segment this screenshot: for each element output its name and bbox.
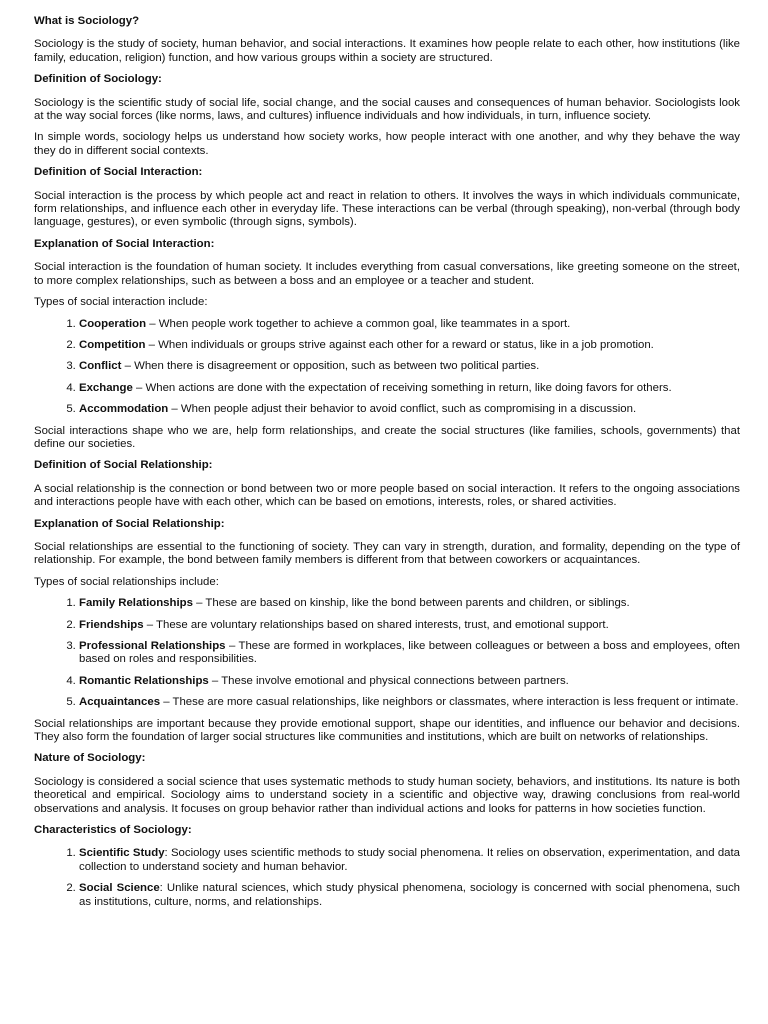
- heading-definition-of-sociology: Definition of Sociology:: [34, 73, 162, 86]
- paragraph: Social relationships are essential to the functioning of society. They can vary in strength, duration, and formality, depending on the type of relationship. For example, the bond between family members is different from that between coworkers or acquaintances.: [34, 540, 740, 567]
- list-item: [79, 382, 740, 395]
- list-item: [79, 339, 740, 352]
- list-item-text: – These are based on kinship, like the bond between parents and children, or siblings.: [192, 597, 630, 610]
- paragraph: Sociology is considered a social science that uses systematic methods to study human society, behaviors, and institutions. Its nature is both theoretical and empirical. Sociology aims to understand society in a scientific and objective way, drawing conclusions from real-world observations and analysis. It focuses on group behavior rather than individual actions and looks for patterns in how societies function.: [34, 775, 740, 815]
- list-item: [79, 675, 740, 688]
- list-item-term: Cooperation: [79, 317, 147, 330]
- social-relationship-types-list: [34, 597, 740, 709]
- list-item-text: – When people adjust their behavior to avoid conflict, such as compromising in a discussion.: [168, 403, 637, 416]
- list-item-term: Family Relationships: [79, 597, 193, 610]
- paragraph: Sociology is the scientific study of social life, social change, and the social causes and consequences of human behavior. Sociologists look at the way social forces (like norms, laws, and cultures) influence individuals and how individuals, in turn, influence society.: [34, 96, 740, 123]
- list-item: [79, 619, 740, 632]
- list-item-text: – When there is disagreement or opposition, such as between two political parties.: [121, 360, 540, 373]
- list-item: [79, 403, 740, 416]
- list-item-term: Romantic Relationships: [79, 674, 209, 687]
- paragraph: In simple words, sociology helps us understand how society works, how people interact with one another, and why they behave the way they do in different social contexts.: [34, 131, 740, 157]
- paragraph: Sociology is the study of society, human behavior, and social interactions. It examines how people relate to each other, how institutions (like family, education, religion) function, and how various groups within a society are structured.: [34, 38, 740, 64]
- list-item-text: – When people work together to achieve a common goal, like teammates in a sport.: [146, 317, 571, 330]
- list-item-text: – These involve emotional and physical connections between partners.: [208, 674, 569, 687]
- list-intro: Types of social interaction include:: [34, 296, 208, 309]
- list-item-term: Conflict: [79, 360, 122, 373]
- list-item-term: Social Science: [79, 882, 160, 895]
- document-page: [34, 15, 740, 909]
- list-item: [79, 318, 740, 331]
- list-intro: Types of social relationships include:: [34, 575, 219, 588]
- list-item-term: Friendships: [79, 618, 144, 631]
- list-item-text: : Sociology uses scientific methods to study social phenomena. It relies on observation, experimentation, and data collection to understand society and human behavior.: [79, 847, 740, 873]
- list-item: [79, 597, 740, 610]
- list-item: [79, 640, 740, 667]
- list-item: [79, 847, 740, 874]
- list-item-term: Accommodation: [79, 403, 169, 416]
- list-item-text: : Unlike natural sciences, which study physical phenomena, sociology is concerned with social phenomena, such as institutions, culture, norms, and relationships.: [79, 882, 740, 908]
- list-item: [79, 882, 740, 909]
- list-item-text: – When actions are done with the expectation of receiving something in return, like doing favors for others.: [132, 381, 672, 394]
- list-item-text: – These are formed in workplaces, like between colleagues or between a boss and employees, often based on roles and responsibilities.: [79, 640, 741, 666]
- heading-characteristics-of-sociology: Characteristics of Sociology:: [34, 824, 192, 837]
- heading-nature-of-sociology: Nature of Sociology:: [34, 752, 146, 765]
- list-item-text: – These are voluntary relationships based on shared interests, trust, and emotional support.: [143, 618, 609, 631]
- list-item-term: Scientific Study: [79, 847, 165, 860]
- list-item: [79, 360, 740, 373]
- list-item-text: – These are more casual relationships, like neighbors or classmates, where interaction is less frequent or intimate.: [160, 696, 739, 709]
- list-item-term: Professional Relationships: [79, 640, 226, 652]
- paragraph: Social relationships are important because they provide emotional support, shape our identities, and influence our behavior and decisions. They also form the foundation of larger social structures like communities and institutions, which are built on networks of relationships.: [34, 717, 740, 744]
- heading-explanation-of-social-interaction: Explanation of Social Interaction:: [34, 237, 215, 250]
- paragraph: Social interactions shape who we are, help form relationships, and create the social structures (like families, schools, governments) that define our societies.: [34, 424, 740, 450]
- characteristics-list: [34, 847, 740, 909]
- list-item-term: Acquaintances: [79, 696, 161, 709]
- paragraph: Social interaction is the process by which people act and react in relation to others. It involves the ways in which individuals communicate, form relationships, and influence each other in everyday life. These interactions can be verbal (through speaking), non-verbal (through body language, gestures), or even symbolic (through signs, symbols).: [34, 189, 740, 229]
- paragraph: Social interaction is the foundation of human society. It includes everything from casual conversations, like greeting someone on the street, to more complex relationships, such as between a boss and an employee or a teacher and student.: [34, 261, 740, 287]
- list-item-text: – When individuals or groups strive against each other for a reward or status, like in a job promotion.: [145, 338, 654, 351]
- heading-definition-of-social-interaction: Definition of Social Interaction:: [34, 166, 203, 179]
- list-item-term: Exchange: [79, 381, 133, 394]
- heading-what-is-sociology: What is Sociology?: [34, 15, 140, 27]
- social-interaction-types-list: [34, 318, 740, 417]
- paragraph: A social relationship is the connection or bond between two or more people based on social interaction. It refers to the ongoing associations and interactions people have with each other, which can be based on emotions, interests, roles, or shared activities.: [34, 482, 740, 509]
- list-item-term: Competition: [79, 338, 146, 351]
- list-item: [79, 696, 740, 709]
- heading-definition-of-social-relationship: Definition of Social Relationship:: [34, 459, 213, 472]
- heading-explanation-of-social-relationship: Explanation of Social Relationship:: [34, 517, 225, 530]
